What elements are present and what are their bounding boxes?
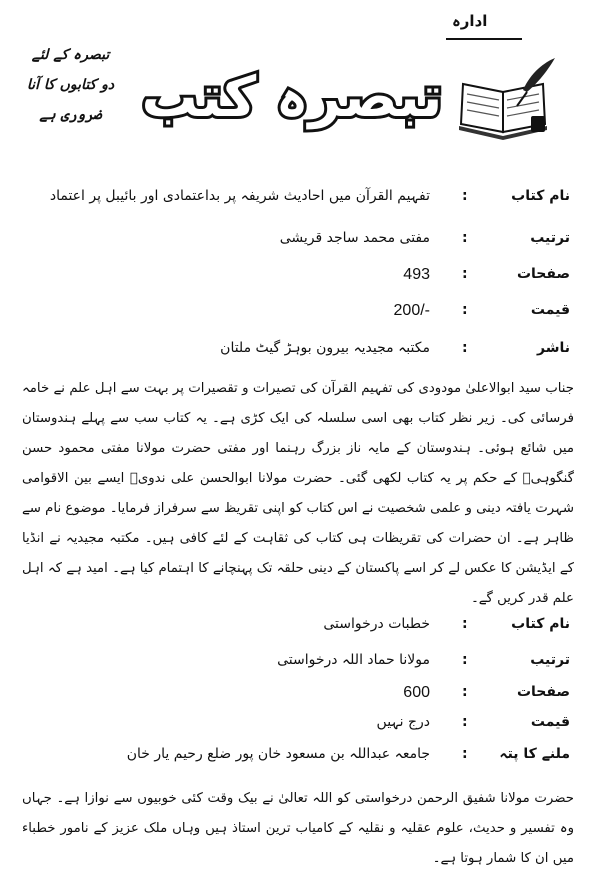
detail-row-title xyxy=(0,616,590,646)
detail-value: 200/- xyxy=(393,302,430,319)
detail-label: ناشر xyxy=(537,340,570,356)
detail-colon: : xyxy=(462,714,468,730)
review-paragraph-1: جناب سید ابوالاعلیٰ مودودی کی تفہیم القرآن کی تصیرات و تقصیرات پر بہت سے اہل علم نے خامہ فرسائی کی۔ زیر نظر کتاب بھی اسی سلسلہ کی ایک کڑی ہے۔ یہ کتاب سب سے پہلے ہندوستان میں شائع ہوئی۔ ہندوستان کے مایہ ناز بزرگ رہنما اور مفتی حضرت مولانا مفتی محمود حسن گنگوہیؒ کے حکم پر یہ کتاب لکھی گئی۔ حضرت مولانا ابوالحسن علی ندویؒ ایسے بین الاقوامی شہرت یافتہ دینی و علمی شخصیت نے اس کتاب کو اپنی تقریظ سے سرفراز فرمایا۔ موضوع نام سے ظاہر ہے۔ ان حضرات کی تقریظات ہی کتاب کی ثقاہت کے لئے کافی ہیں۔ مکتبہ مجیدیہ نے انڈیا کے ایڈیشن کا عکس لے کر اسے پاکستان کے دینی حلقہ تک پہنچانے کا اہتمام کیا ہے۔ امید ہے کہ اہل علم قدر کریں گے۔ xyxy=(22,381,574,606)
detail-value: خطبات درخواستی xyxy=(323,616,430,632)
review-paragraph-2: حضرت مولانا شفیق الرحمن درخواستی کو اللہ تعالیٰ نے بیک وقت کئی خوبیوں سے نوازا ہے۔ جہاں وہ تفسیر و حدیث، علوم عقلیہ و نقلیہ کے کامیاب ترین استاذ ہیں وہاں ملک عزیز کے نامور خطباء میں ان کا شمار ہوتا ہے۔ xyxy=(22,791,574,866)
masthead-title xyxy=(138,54,446,136)
detail-label: صفحات xyxy=(516,266,570,282)
detail-colon: : xyxy=(462,266,468,282)
detail-label: قیمت xyxy=(530,714,570,730)
detail-row-publisher xyxy=(0,340,590,370)
open-book-quill-icon xyxy=(453,54,558,144)
detail-value: درج نہیں xyxy=(376,714,430,730)
detail-label: قیمت xyxy=(530,302,570,318)
detail-colon: : xyxy=(462,616,468,632)
detail-row-address xyxy=(0,746,590,776)
detail-colon: : xyxy=(462,746,468,762)
detail-row-pages xyxy=(0,266,590,296)
detail-value: مکتبہ مجیدیہ بیرون بوہڑ گیٹ ملتان xyxy=(220,340,430,356)
detail-row-price xyxy=(0,302,590,332)
detail-colon: : xyxy=(462,302,468,318)
submission-note-line: تبصرہ کے لئے xyxy=(31,47,110,63)
detail-value: جامعہ عبداللہ بن مسعود خان پور ضلع رحیم یار خان xyxy=(126,746,430,762)
detail-label: ملنے کا پتہ xyxy=(499,746,570,762)
detail-colon: : xyxy=(462,340,468,356)
detail-value: تفہیم القرآن میں احادیث شریفہ پر بداعتمادی اور بائیبل پر اعتماد xyxy=(49,188,430,204)
detail-colon: : xyxy=(462,188,468,204)
detail-row-compiler xyxy=(0,652,590,682)
detail-value: مفتی محمد ساجد قریشی xyxy=(279,230,430,246)
submission-note-line: ضروری ہے xyxy=(39,107,102,123)
detail-row-compiler xyxy=(0,230,590,260)
detail-label: نام کتاب xyxy=(511,188,570,204)
detail-value: 600 xyxy=(403,684,430,701)
detail-colon: : xyxy=(462,652,468,668)
submission-note xyxy=(8,40,133,130)
masthead-title-text: تبصرہ کتب xyxy=(141,65,443,130)
detail-row-pages xyxy=(0,684,590,714)
detail-value: 493 xyxy=(403,266,430,283)
detail-colon: : xyxy=(462,684,468,700)
section-label: ادارہ xyxy=(452,12,488,30)
detail-label: ترتیب xyxy=(530,652,570,668)
section-label-underline xyxy=(446,38,522,40)
detail-value: مولانا حماد اللہ درخواستی xyxy=(277,652,430,668)
submission-note-line: دو کتابوں کا آنا xyxy=(26,77,115,93)
detail-row-price xyxy=(0,714,590,744)
detail-label: ترتیب xyxy=(530,230,570,246)
detail-row-title xyxy=(0,188,590,218)
detail-label: نام کتاب xyxy=(511,616,570,632)
detail-label: صفحات xyxy=(516,684,570,700)
detail-colon: : xyxy=(462,230,468,246)
